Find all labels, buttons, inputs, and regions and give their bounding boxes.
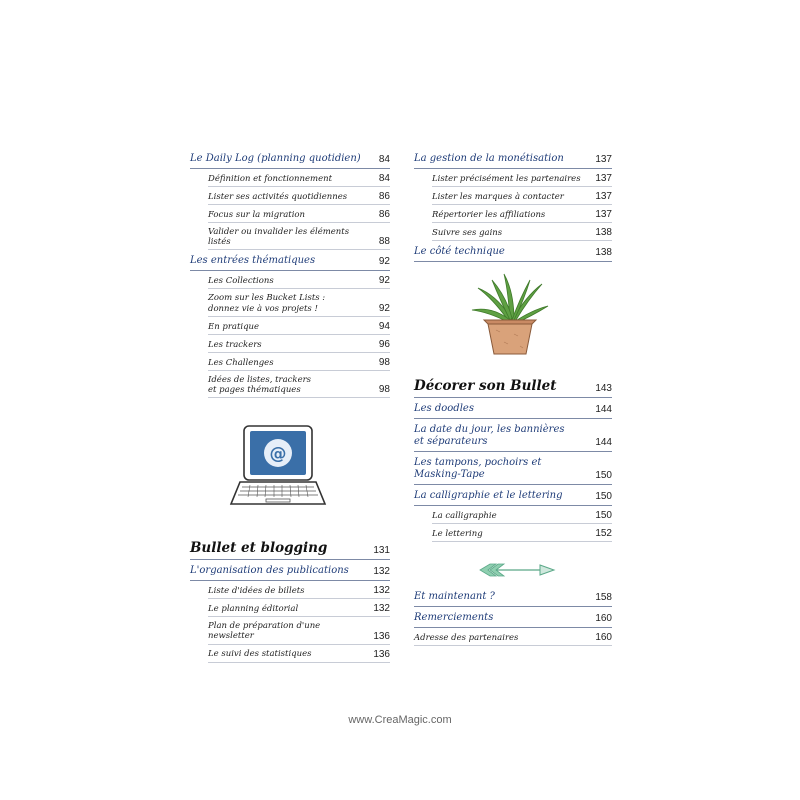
toc-page-number: 136: [373, 630, 390, 642]
toc-page-number: 143: [595, 383, 612, 395]
toc-entry-title: Liste d'idées de billets: [208, 586, 305, 596]
toc-entry-title: Les doodles: [414, 403, 474, 415]
watermark-text: www.CreaMagic.com: [348, 714, 452, 726]
toc-page-number: 131: [373, 545, 390, 557]
toc-entry-title: Le suivi des statistiques: [208, 649, 312, 660]
toc-page-number: 137: [595, 154, 612, 165]
toc-entry-title: Le côté technique: [414, 246, 505, 257]
toc-entry-sub: [208, 353, 390, 371]
toc-page-number: 144: [595, 404, 612, 416]
toc-entry-title: Lister ses activités quotidiennes: [208, 191, 348, 202]
toc-page-number: 137: [595, 209, 612, 220]
toc-page-number: 98: [378, 384, 390, 396]
toc-entry-sub0: [414, 628, 612, 646]
toc-entry-title: Zoom sur les Bucket Lists : donnez vie à vos projets !: [208, 293, 326, 314]
toc-entry-title: Les entrées thématiques: [190, 255, 316, 267]
toc-entry-title: Définition et fonctionnement: [208, 173, 332, 184]
toc-page-number: 136: [373, 648, 390, 660]
toc-entry-sub: [208, 581, 390, 599]
toc-page-number: 144: [595, 437, 612, 449]
toc-entry-sec: [414, 452, 612, 485]
toc-entry-title: L'organisation des publications: [190, 565, 349, 577]
toc-entry-title: Et maintenant ?: [414, 591, 495, 602]
toc-entry-sub: [208, 187, 390, 205]
toc-entry-title: Suivre ses gains: [432, 227, 503, 238]
toc-entry-title: Le planning éditorial: [208, 604, 299, 614]
toc-page-number: 132: [373, 566, 390, 578]
toc-entry-sub: [432, 205, 612, 223]
toc-entry-sec: [190, 148, 390, 169]
toc-entry-sub: [208, 223, 390, 250]
toc-entry-title: Les tampons, pochoirs et Masking-Tape: [414, 457, 542, 481]
toc-entry-sec: [414, 148, 612, 169]
toc-entry-sec: [414, 607, 612, 628]
toc-entry-part: [414, 374, 612, 398]
toc-entry-part: [190, 536, 390, 560]
toc-entry-title: Adresse des partenaires: [414, 632, 519, 643]
toc-entry-sub: [208, 645, 390, 663]
toc-page-number: 92: [378, 256, 390, 268]
toc-entry-title: Le lettering: [432, 529, 483, 539]
toc-entry-sub: [432, 506, 612, 524]
toc-entry-sec: [414, 586, 612, 607]
laptop-at-icon: [228, 420, 328, 512]
toc-page-number: 160: [595, 632, 612, 643]
toc-entry-title: En pratique: [208, 321, 260, 332]
toc-page-number: 96: [378, 338, 390, 350]
toc-page-number: 150: [595, 491, 612, 503]
toc-left-column: [190, 148, 390, 660]
toc-page-number: 132: [373, 585, 390, 597]
toc-right-column: [414, 148, 612, 643]
toc-page-number: 150: [595, 470, 612, 482]
toc-entry-title: Lister les marques à contacter: [432, 191, 564, 202]
toc-group-monetisation: [414, 148, 612, 262]
toc-page-number: 160: [595, 613, 612, 624]
toc-entry-title: Lister précisément les partenaires: [432, 173, 581, 184]
toc-entry-title: La date du jour, les bannières et séparateurs: [414, 424, 565, 448]
toc-page-number: 152: [595, 528, 612, 540]
toc-entry-title: Le Daily Log (planning quotidien): [190, 153, 361, 164]
toc-group-decorer: [414, 374, 612, 542]
toc-page-number: 138: [595, 247, 612, 258]
toc-entry-sub: [208, 271, 390, 289]
toc-entry-title: Les Collections: [208, 276, 274, 287]
toc-entry-title: Les trackers: [208, 339, 262, 350]
toc-page-number: 138: [595, 227, 612, 238]
toc-entry-sub: [208, 289, 390, 316]
arrow-icon: [478, 561, 558, 579]
toc-entry-sec: [414, 241, 612, 262]
toc-group-final: [414, 586, 612, 646]
toc-entry-sub: [432, 223, 612, 241]
toc-page-number: 86: [378, 191, 390, 202]
toc-entry-title: Valider ou invalider les éléments listés: [208, 227, 350, 248]
toc-group-daily-log: [190, 148, 390, 398]
toc-entry-title: La gestion de la monétisation: [414, 153, 564, 164]
toc-page-number: 132: [373, 603, 390, 615]
toc-entry-sec: [190, 560, 390, 581]
toc-entry-sub: [208, 317, 390, 335]
toc-page-number: 150: [595, 510, 612, 522]
toc-entry-title: La calligraphie et le lettering: [414, 490, 563, 502]
toc-entry-sec: [414, 419, 612, 452]
toc-entry-sub: [208, 617, 390, 644]
toc-entry-sub: [208, 371, 390, 398]
toc-entry-sub: [208, 335, 390, 353]
toc-entry-sec: [414, 398, 612, 419]
toc-page-number: 84: [378, 173, 390, 184]
svg-text:@: @: [269, 444, 287, 464]
toc-entry-sec: [414, 485, 612, 506]
toc-page-number: 98: [378, 356, 390, 368]
toc-page-number: 137: [595, 173, 612, 184]
toc-entry-sub: [208, 205, 390, 223]
toc-entry-title: Les Challenges: [208, 357, 274, 368]
toc-page-number: 88: [378, 236, 390, 248]
toc-entry-sec: [190, 250, 390, 271]
toc-entry-title: Remerciements: [414, 612, 494, 623]
toc-entry-sub: [208, 169, 390, 187]
toc-page-number: 158: [595, 592, 612, 603]
aloe-plant-icon: [470, 270, 550, 358]
toc-entry-title: Répertorier les affiliations: [432, 209, 546, 220]
toc-entry-sub: [208, 599, 390, 617]
toc-entry-title: Focus sur la migration: [208, 209, 306, 220]
toc-page-number: 92: [378, 302, 390, 314]
toc-page-number: 84: [378, 154, 390, 165]
toc-page-number: 92: [378, 275, 390, 287]
toc-page-number: 137: [595, 191, 612, 202]
toc-entry-sub: [432, 524, 612, 542]
toc-entry-title: Plan de préparation d'une newsletter: [208, 621, 321, 642]
toc-entry-sub: [432, 187, 612, 205]
toc-page-number: 86: [378, 209, 390, 220]
toc-entry-title: Bullet et blogging: [190, 540, 328, 556]
toc-page-number: 94: [378, 320, 390, 332]
toc-entry-sub: [432, 169, 612, 187]
toc-group-blogging: [190, 536, 390, 663]
toc-entry-title: Décorer son Bullet: [414, 378, 557, 394]
toc-entry-title: Idées de listes, trackers et pages thématiques: [208, 374, 312, 395]
toc-entry-title: La calligraphie: [432, 511, 497, 521]
